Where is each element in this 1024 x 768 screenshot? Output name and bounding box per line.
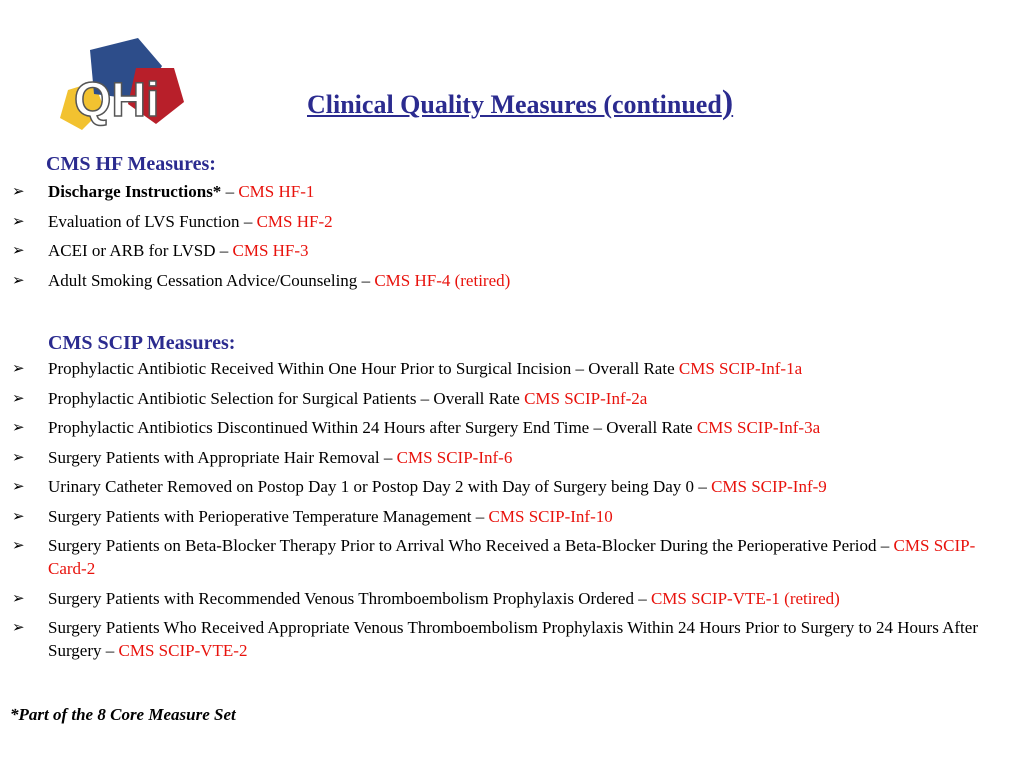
arrow-bullet-icon: ➢ bbox=[12, 211, 25, 230]
scip-measure-item bbox=[10, 505, 1010, 528]
arrow-bullet-icon: ➢ bbox=[12, 506, 25, 525]
hf-measure-item bbox=[10, 269, 1010, 292]
measure-code: CMS SCIP-Inf-1a bbox=[678, 359, 803, 378]
arrow-bullet-icon: ➢ bbox=[12, 447, 25, 466]
footnote: *Part of the 8 Core Measure Set bbox=[10, 705, 236, 724]
arrow-bullet-icon: ➢ bbox=[12, 359, 25, 377]
measure-separator: – bbox=[471, 506, 489, 526]
measure-code: CMS HF-2 bbox=[256, 211, 333, 231]
scip-measure-item bbox=[10, 387, 1010, 410]
measure-name: Discharge Instructions* bbox=[48, 182, 222, 201]
qhi-logo bbox=[50, 38, 190, 138]
hf-measure-item bbox=[10, 180, 1010, 203]
measure-name: ACEI or ARB for LVSD bbox=[48, 241, 216, 260]
measure-name: Surgery Patients with Recommended Venous Thromboembolism Prophylaxis Ordered bbox=[48, 588, 634, 608]
measure-separator: – bbox=[379, 447, 397, 467]
arrow-bullet-icon: ➢ bbox=[12, 182, 25, 200]
measure-name: Surgery Patients on Beta-Blocker Therapy Prior to Arrival Who Received a Beta-Blocker During the Perioperative Period bbox=[48, 536, 877, 555]
measure-code: CMS SCIP-Inf-6 bbox=[396, 447, 513, 467]
measure-code: CMS SCIP-VTE-1 (retired) bbox=[650, 588, 840, 608]
measure-code: CMS SCIP-Inf-3a bbox=[696, 418, 821, 437]
scip-measure-item bbox=[10, 534, 1010, 580]
measure-name: Surgery Patients with Appropriate Hair Removal bbox=[48, 447, 380, 467]
scip-measure-item bbox=[10, 357, 1010, 380]
measure-name: Surgery Patients Who Received Appropriate Venous Thromboembolism Prophylaxis Within 24 Hours Prior to Surgery to 24 Hours After Surgery bbox=[48, 618, 978, 660]
measure-name: Prophylactic Antibiotics Discontinued Within 24 Hours after Surgery End Time – Overall Rate bbox=[48, 418, 693, 437]
scip-measure-list bbox=[10, 357, 1010, 669]
measure-separator: – bbox=[221, 182, 239, 201]
measure-code: CMS HF-4 (retired) bbox=[374, 270, 511, 290]
measure-code: CMS SCIP-VTE-2 bbox=[118, 641, 248, 660]
measure-name: Urinary Catheter Removed on Postop Day 1 or Postop Day 2 with Day of Surgery being Day 0 bbox=[48, 477, 695, 496]
hf-measure-item bbox=[10, 239, 1010, 262]
measure-separator: – bbox=[101, 641, 119, 660]
scip-measure-item bbox=[10, 416, 1010, 439]
scip-measure-item bbox=[10, 446, 1010, 469]
measure-code: CMS HF-1 bbox=[238, 182, 315, 201]
measure-code: CMS SCIP-Card-2 bbox=[48, 536, 976, 578]
measure-code: CMS SCIP-Inf-10 bbox=[488, 506, 613, 526]
arrow-bullet-icon: ➢ bbox=[12, 618, 25, 636]
measure-separator: – bbox=[215, 241, 233, 260]
measure-name: Adult Smoking Cessation Advice/Counseling bbox=[48, 270, 358, 290]
arrow-bullet-icon: ➢ bbox=[12, 536, 25, 554]
measure-name: Prophylactic Antibiotic Received Within One Hour Prior to Surgical Incision – Overall Rate bbox=[48, 359, 675, 378]
page-title: Clinical Quality Measures (continued) bbox=[307, 84, 734, 121]
arrow-bullet-icon: ➢ bbox=[12, 270, 25, 289]
arrow-bullet-icon: ➢ bbox=[12, 418, 25, 436]
measure-name: Prophylactic Antibiotic Selection for Surgical Patients – Overall Rate bbox=[48, 388, 520, 408]
measure-code: CMS SCIP-Inf-2a bbox=[524, 388, 648, 408]
hf-measure-list bbox=[10, 180, 1010, 298]
hf-measure-item bbox=[10, 210, 1010, 233]
arrow-bullet-icon: ➢ bbox=[12, 388, 25, 407]
measure-code: CMS HF-3 bbox=[232, 241, 309, 260]
measure-separator: – bbox=[694, 477, 712, 496]
scip-section-heading: CMS SCIP Measures: bbox=[48, 332, 236, 354]
measure-name: Surgery Patients with Perioperative Temperature Management bbox=[48, 506, 472, 526]
arrow-bullet-icon: ➢ bbox=[12, 477, 25, 495]
measure-separator: – bbox=[633, 588, 651, 608]
arrow-bullet-icon: ➢ bbox=[12, 588, 25, 607]
scip-measure-item bbox=[10, 616, 1010, 662]
arrow-bullet-icon: ➢ bbox=[12, 241, 25, 259]
measure-name: Evaluation of LVS Function bbox=[48, 211, 240, 231]
svg-text:QHi: QHi bbox=[74, 74, 160, 127]
hf-section-heading: CMS HF Measures: bbox=[46, 153, 216, 175]
scip-measure-item bbox=[10, 475, 1010, 498]
measure-separator: – bbox=[876, 536, 894, 555]
measure-code: CMS SCIP-Inf-9 bbox=[711, 477, 827, 496]
scip-measure-item bbox=[10, 587, 1010, 610]
measure-separator: – bbox=[239, 211, 257, 231]
measure-separator: – bbox=[357, 270, 375, 290]
